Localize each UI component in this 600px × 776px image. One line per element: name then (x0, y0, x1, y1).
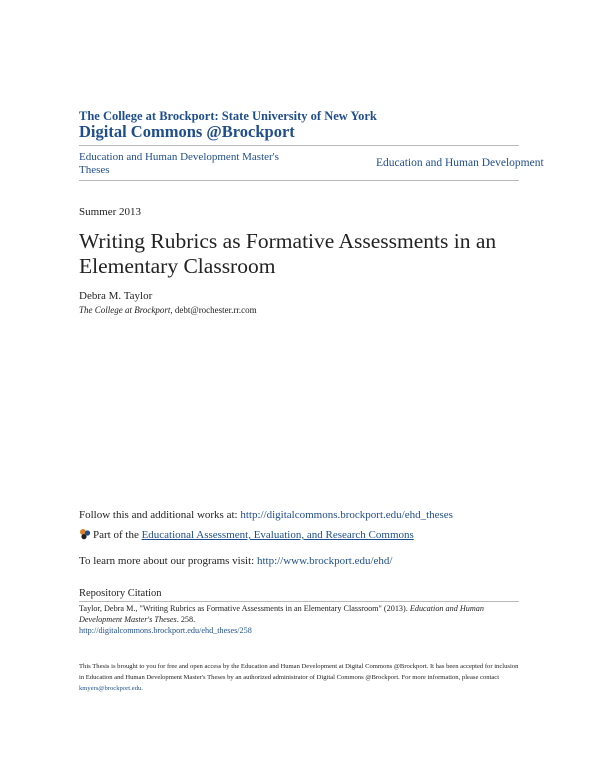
follow-label: Follow this and additional works at: (79, 509, 241, 521)
notice-end: . (141, 685, 143, 692)
publication-date: Summer 2013 (79, 206, 142, 218)
citation-divider (79, 601, 519, 602)
commons-link[interactable]: Educational Assessment, Evaluation, and Research Commons (141, 529, 414, 541)
affiliation-name: The College at Brockport (79, 305, 171, 315)
author-affiliation (79, 305, 257, 315)
citation-journal: Education and Human Development Master's Theses (79, 604, 484, 624)
citation-text: Taylor, Debra M., "Writing Rubrics as Formative Assessments in an Elementary Classroom" (2013). (79, 604, 410, 613)
citation-url-link[interactable]: http://digitalcommons.brockport.edu/ehd_theses/258 (79, 626, 252, 635)
learn-label: To learn more about our programs visit: (79, 555, 257, 567)
citation-heading: Repository Citation (79, 588, 162, 599)
commons-network-icon (79, 528, 91, 540)
contact-email-link[interactable]: kmyers@brockport.edu (79, 685, 142, 692)
citation-block (79, 603, 519, 636)
repository-name[interactable]: Digital Commons @Brockport (79, 122, 295, 141)
access-notice (79, 661, 519, 694)
header-divider (79, 145, 519, 146)
author-name: Debra M. Taylor (79, 290, 153, 302)
document-title: Writing Rubrics as Formative Assessments in an Elementary Classroom (79, 229, 497, 278)
part-of-line (79, 528, 414, 541)
citation-number: . 258. (176, 615, 196, 624)
institution-name[interactable]: The College at Brockport: State University of New York (79, 109, 377, 123)
follow-url-link[interactable]: http://digitalcommons.brockport.edu/ehd_theses (240, 509, 453, 521)
collection-divider (79, 180, 519, 181)
notice-text: This Thesis is brought to you for free and open access by the Education and Human Development at Digital Commons @Brockport. It has been accepted for inclusion in Education and Human Development Master's Theses by an authorized administrator of Digital Commons @Brockport. For more information, please contact (79, 663, 519, 681)
collection-link[interactable]: Education and Human Development Master's Theses (79, 151, 279, 176)
author-email: , debt@rochester.rr.com (170, 305, 257, 315)
part-of-label: Part of the (93, 529, 142, 541)
follow-line (79, 509, 453, 521)
programs-url-link[interactable]: http://www.brockport.edu/ehd/ (256, 555, 393, 567)
learn-more-line (79, 555, 393, 567)
department-link[interactable]: Education and Human Development (376, 157, 544, 169)
